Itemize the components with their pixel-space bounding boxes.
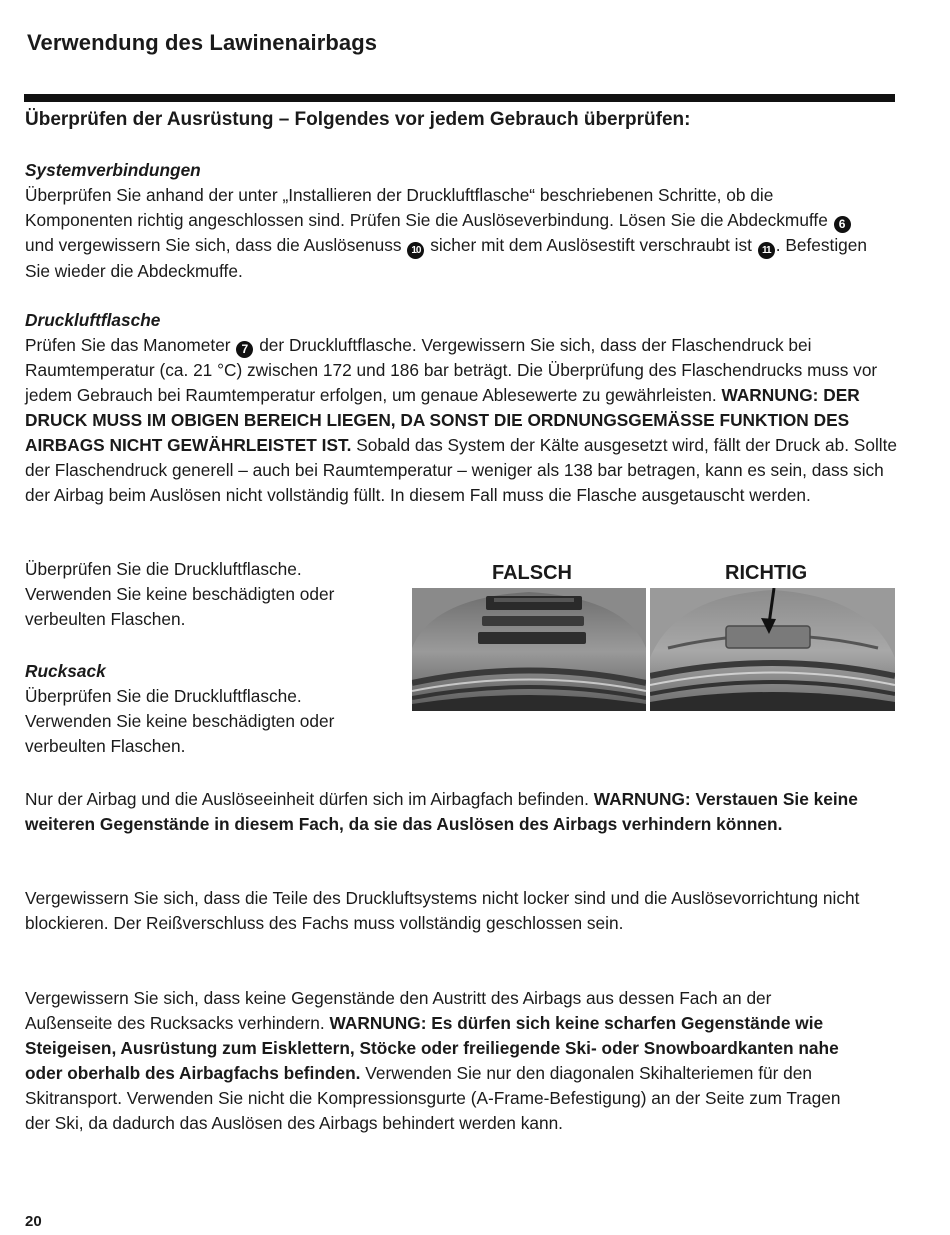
rucksack-section <box>25 659 385 759</box>
druckluftflasche-check: Überprüfen Sie die Druckluftflasche. Verwenden Sie keine beschädigten oder verbeulten Flaschen. <box>25 559 335 629</box>
photo-wrong-illustration <box>412 588 646 711</box>
rucksack-check-text: Überprüfen Sie die Druckluftflasche. Verwenden Sie keine beschädigten oder verbeulten Flaschen. <box>25 686 335 756</box>
airbag-compartment-text: Nur der Airbag und die Auslöseeinheit dürfen sich im Airbagfach befinden. <box>25 789 589 809</box>
ref-number-10: 10 <box>407 242 424 259</box>
photo-right-closure <box>650 588 895 711</box>
ref-number-7: 7 <box>236 341 253 358</box>
systemverbindungen-section <box>25 158 875 284</box>
systemverbindungen-text-3: sicher mit dem Auslösestift verschraubt ist <box>430 235 752 255</box>
druckluftflasche-warning: WARNUNG: DER DRUCK MUSS IM OBIGEN BEREICH LIEGEN, DA SONST DIE ORDNUNGSGEMÄSSE FUNKTION DES AIRBAGS NICHT GEWÄHRLEISTET IST. <box>25 385 860 455</box>
airbag-compartment-warning: WARNUNG: Verstauen Sie keine weiteren Gegenstände in diesem Fach, da sie das Auslösen des Airbags verhindern können. <box>25 789 858 834</box>
airbag-exit-text-2: Verwenden Sie nur den diagonalen Skihalteriemen für den Skitransport. Verwenden Sie nicht die Kompressionsgurte (A-Frame-Befestigung) an der Seite zum Tragen der Ski, da dadurch das Auslösen des Airbags behindert werden kann. <box>25 1063 841 1133</box>
pressure-system-paragraph: Vergewissern Sie sich, dass die Teile des Druckluftsystems nicht locker sind und die Auslösevorrichtung nicht blockieren. Der Reißverschluss des Fachs muss vollständig geschlossen sein. <box>25 888 860 933</box>
druckluftflasche-text-2: der Druckluftflasche. Vergewissern Sie sich, dass der Flaschendruck bei Raumtemperatur (ca. 21 °C) zwischen 172 und 186 bar beträgt. Die Überprüfung des Flaschendrucks muss vor jedem Gebrauch bei Raumtemperatur erfolgen, um genaue Ablesewerte zu gewährleisten. <box>25 335 878 405</box>
page-number: 20 <box>25 1213 42 1230</box>
photo-wrong-closure <box>412 588 646 711</box>
label-wrong: FALSCH <box>492 562 572 584</box>
page-title: Verwendung des Lawinenairbags <box>27 30 378 55</box>
druckluftflasche-section <box>25 308 903 508</box>
heading-rule <box>24 94 895 102</box>
rucksack-heading: Rucksack <box>25 661 106 681</box>
ref-number-6: 6 <box>834 216 851 233</box>
airbag-exit-paragraph <box>25 986 845 1136</box>
druckluftflasche-text-1: Prüfen Sie das Manometer <box>25 335 231 355</box>
systemverbindungen-text-4: . Befestigen Sie wieder die Abdeckmuffe. <box>25 235 868 281</box>
systemverbindungen-heading: Systemverbindungen <box>25 160 201 180</box>
airbag-compartment-paragraph <box>25 787 895 837</box>
druckluftflasche-heading: Druckluftflasche <box>25 310 161 330</box>
airbag-exit-warning: WARNUNG: Es dürfen sich keine scharfen Gegenstände wie Steigeisen, Ausrüstung zum Eisklettern, Stöcke oder freiliegende Ski- oder Snowboardkanten nahe oder oberhalb des Airbagfachs befinden. <box>25 1013 839 1083</box>
systemverbindungen-text-2: und vergewissern Sie sich, dass die Auslösenuss <box>25 235 402 255</box>
ref-number-11: 11 <box>758 242 775 259</box>
section-heading: Überprüfen der Ausrüstung – Folgendes vor jedem Gebrauch überprüfen: <box>25 109 691 130</box>
systemverbindungen-text-1: Überprüfen Sie anhand der unter „Installieren der Druckluftflasche“ beschriebenen Schritte, ob die Komponenten richtig angeschlossen sind. Prüfen Sie die Auslöseverbindung. Lösen Sie die Abdeckmuffe <box>25 185 828 230</box>
photo-right-illustration <box>650 588 895 711</box>
label-right: RICHTIG <box>725 562 808 584</box>
airbag-exit-text-1: Vergewissern Sie sich, dass keine Gegenstände den Austritt des Airbags aus dessen Fach an der Außenseite des Rucksacks verhindern. <box>25 988 772 1033</box>
druckluftflasche-text-3: Sobald das System der Kälte ausgesetzt wird, fällt der Druck ab. Sollte der Flaschendruck generell – auch bei Raumtemperatur – weniger als 138 bar betragen, kann es sein, dass sich der Airbag beim Auslösen nicht vollständig füllt. In diesem Fall muss die Flasche ausgetauscht werden. <box>25 435 898 505</box>
